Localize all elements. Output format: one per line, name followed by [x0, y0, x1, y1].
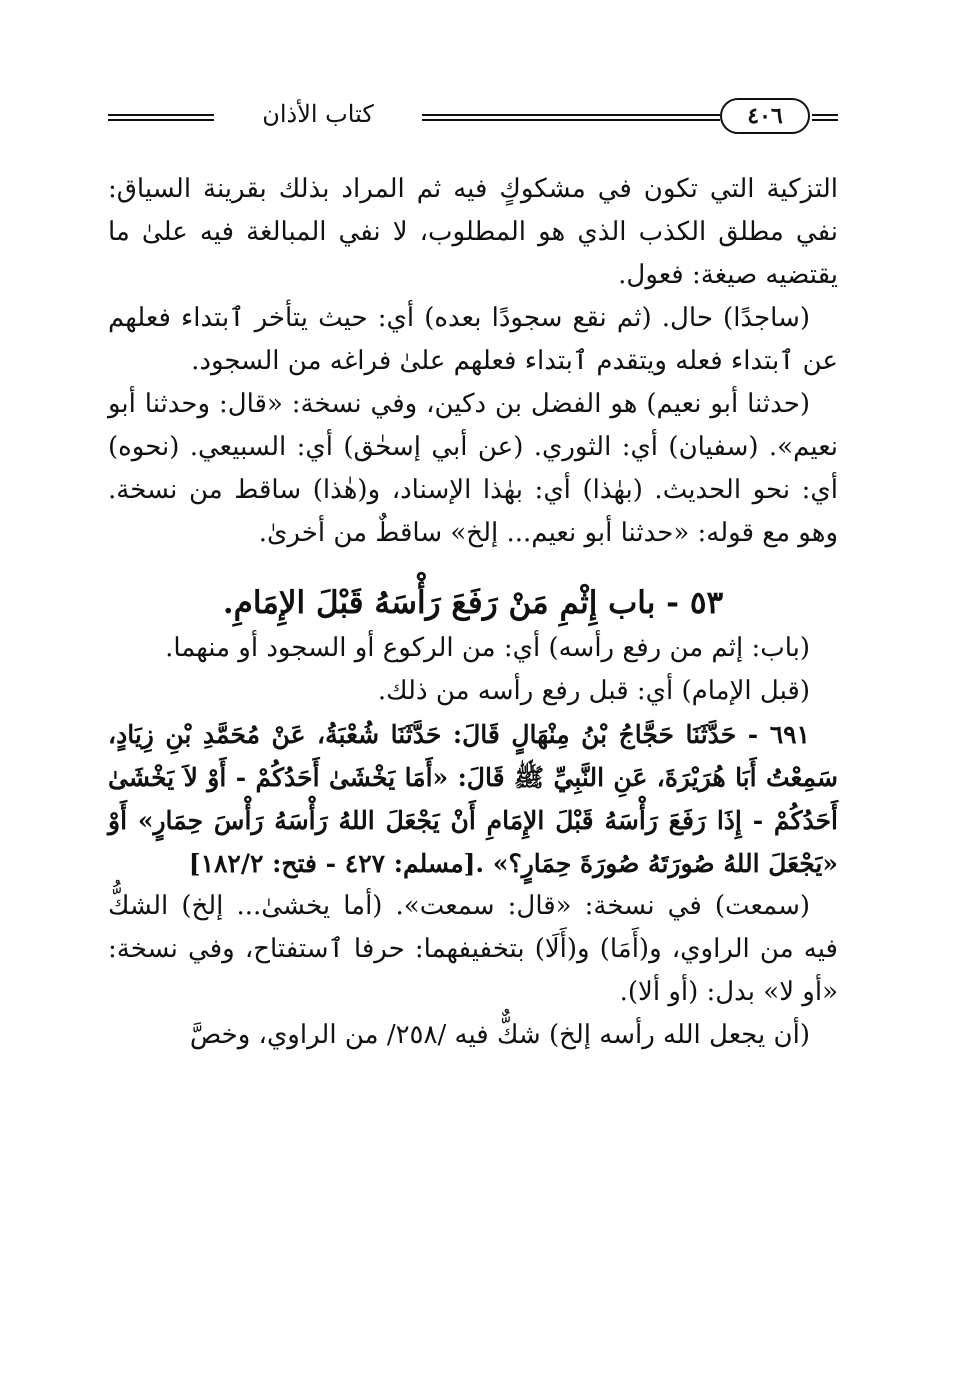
page-number: ٤٠٦: [747, 103, 783, 129]
paragraph: (أن يجعل الله رأسه إلخ) شكٌّ فيه /٢٥٨/ من الراوي، وخصَّ: [189, 1020, 810, 1050]
book-title: كتاب الأذان: [262, 100, 374, 128]
running-header: [108, 96, 838, 140]
paragraph: التزكية التي تكون في مشكوكٍ فيه ثم المراد بذلك بقرينة السياق: نفي مطلق الكذب الذي هو المطلوب، لا نفي المبالغة فيه علىٰ ما يقتضيه صيغة: فعول.: [108, 174, 838, 290]
header-rule-left: [108, 114, 214, 121]
paragraph: (سمعت) في نسخة: «قال: سمعت». (أما يخشىٰ... إلخ) الشكُّ فيه من الراوي، و(أَمَا) و(أَلَا) بتخفيفهما: حرفا ٱستفتاح، وفي نسخة: «أو لا» بدل: (أو ألا).: [108, 891, 838, 1007]
paragraph: (باب: إثم من رفع رأسه) أي: من الركوع أو السجود أو منهما.: [165, 633, 810, 663]
paragraph: (حدثنا أبو نعيم) هو الفضل بن دكين، وفي نسخة: «قال: وحدثنا أبو نعيم». (سفيان) أي: الثوري. (عن أبي إسحٰق) أي: السبيعي. (نحوه) أي: نحو الحديث. (بهٰذا) أي: بهٰذا الإسناد، و(هٰذا) ساقط من نسخة. وهو مع قوله: «حدثنا أبو نعيم... إلخ» ساقطٌ من أخرىٰ.: [108, 389, 838, 548]
paragraph: (قبل الإمام) أي: قبل رفع رأسه من ذلك.: [377, 676, 810, 706]
page-number-badge: [720, 98, 810, 134]
paragraph: (ساجدًا) حال. (ثم نقع سجودًا بعده) أي: حيث يتأخر ٱبتداء فعلهم عن ٱبتداء فعله ويتقدم ٱبتداء فعلهم علىٰ فراغه من السجود.: [108, 303, 838, 376]
chapter-heading: ٥٣ - باب إِثْمِ مَنْ رَفَعَ رَأْسَهُ قَبْلَ الإِمَامِ.: [222, 585, 724, 621]
page-body: [108, 168, 838, 1057]
header-rule-right: [812, 114, 838, 121]
hadith-text: ٦٩١ - حَدَّثَنَا حَجَّاجُ بْنُ مِنْهَالٍ قَالَ: حَدَّثَنَا شُعْبَةُ، عَنْ مُحَمَّدِ بْنِ زِيَادٍ، سَمِعْتُ أَبَا هُرَيْرَةَ، عَنِ النَّبِيِّ ﷺ قَالَ: «أَمَا يَخْشَىٰ أَحَدُكُمْ - أَوْ لاَ يَخْشَىٰ أَحَدُكُمْ - إِذَا رَفَعَ رَأْسَهُ قَبْلَ الإِمَامِ أَنْ يَجْعَلَ اللهُ رَأْسَهُ رَأْسَ حِمَارٍ» أَوْ «يَجْعَلَ اللهُ صُورَتَهُ صُورَةَ حِمَارٍ؟» .[مسلم: ٤٢٧ - فتح: ١٨٢/٢]: [108, 720, 838, 878]
header-rule-middle: [422, 114, 720, 121]
